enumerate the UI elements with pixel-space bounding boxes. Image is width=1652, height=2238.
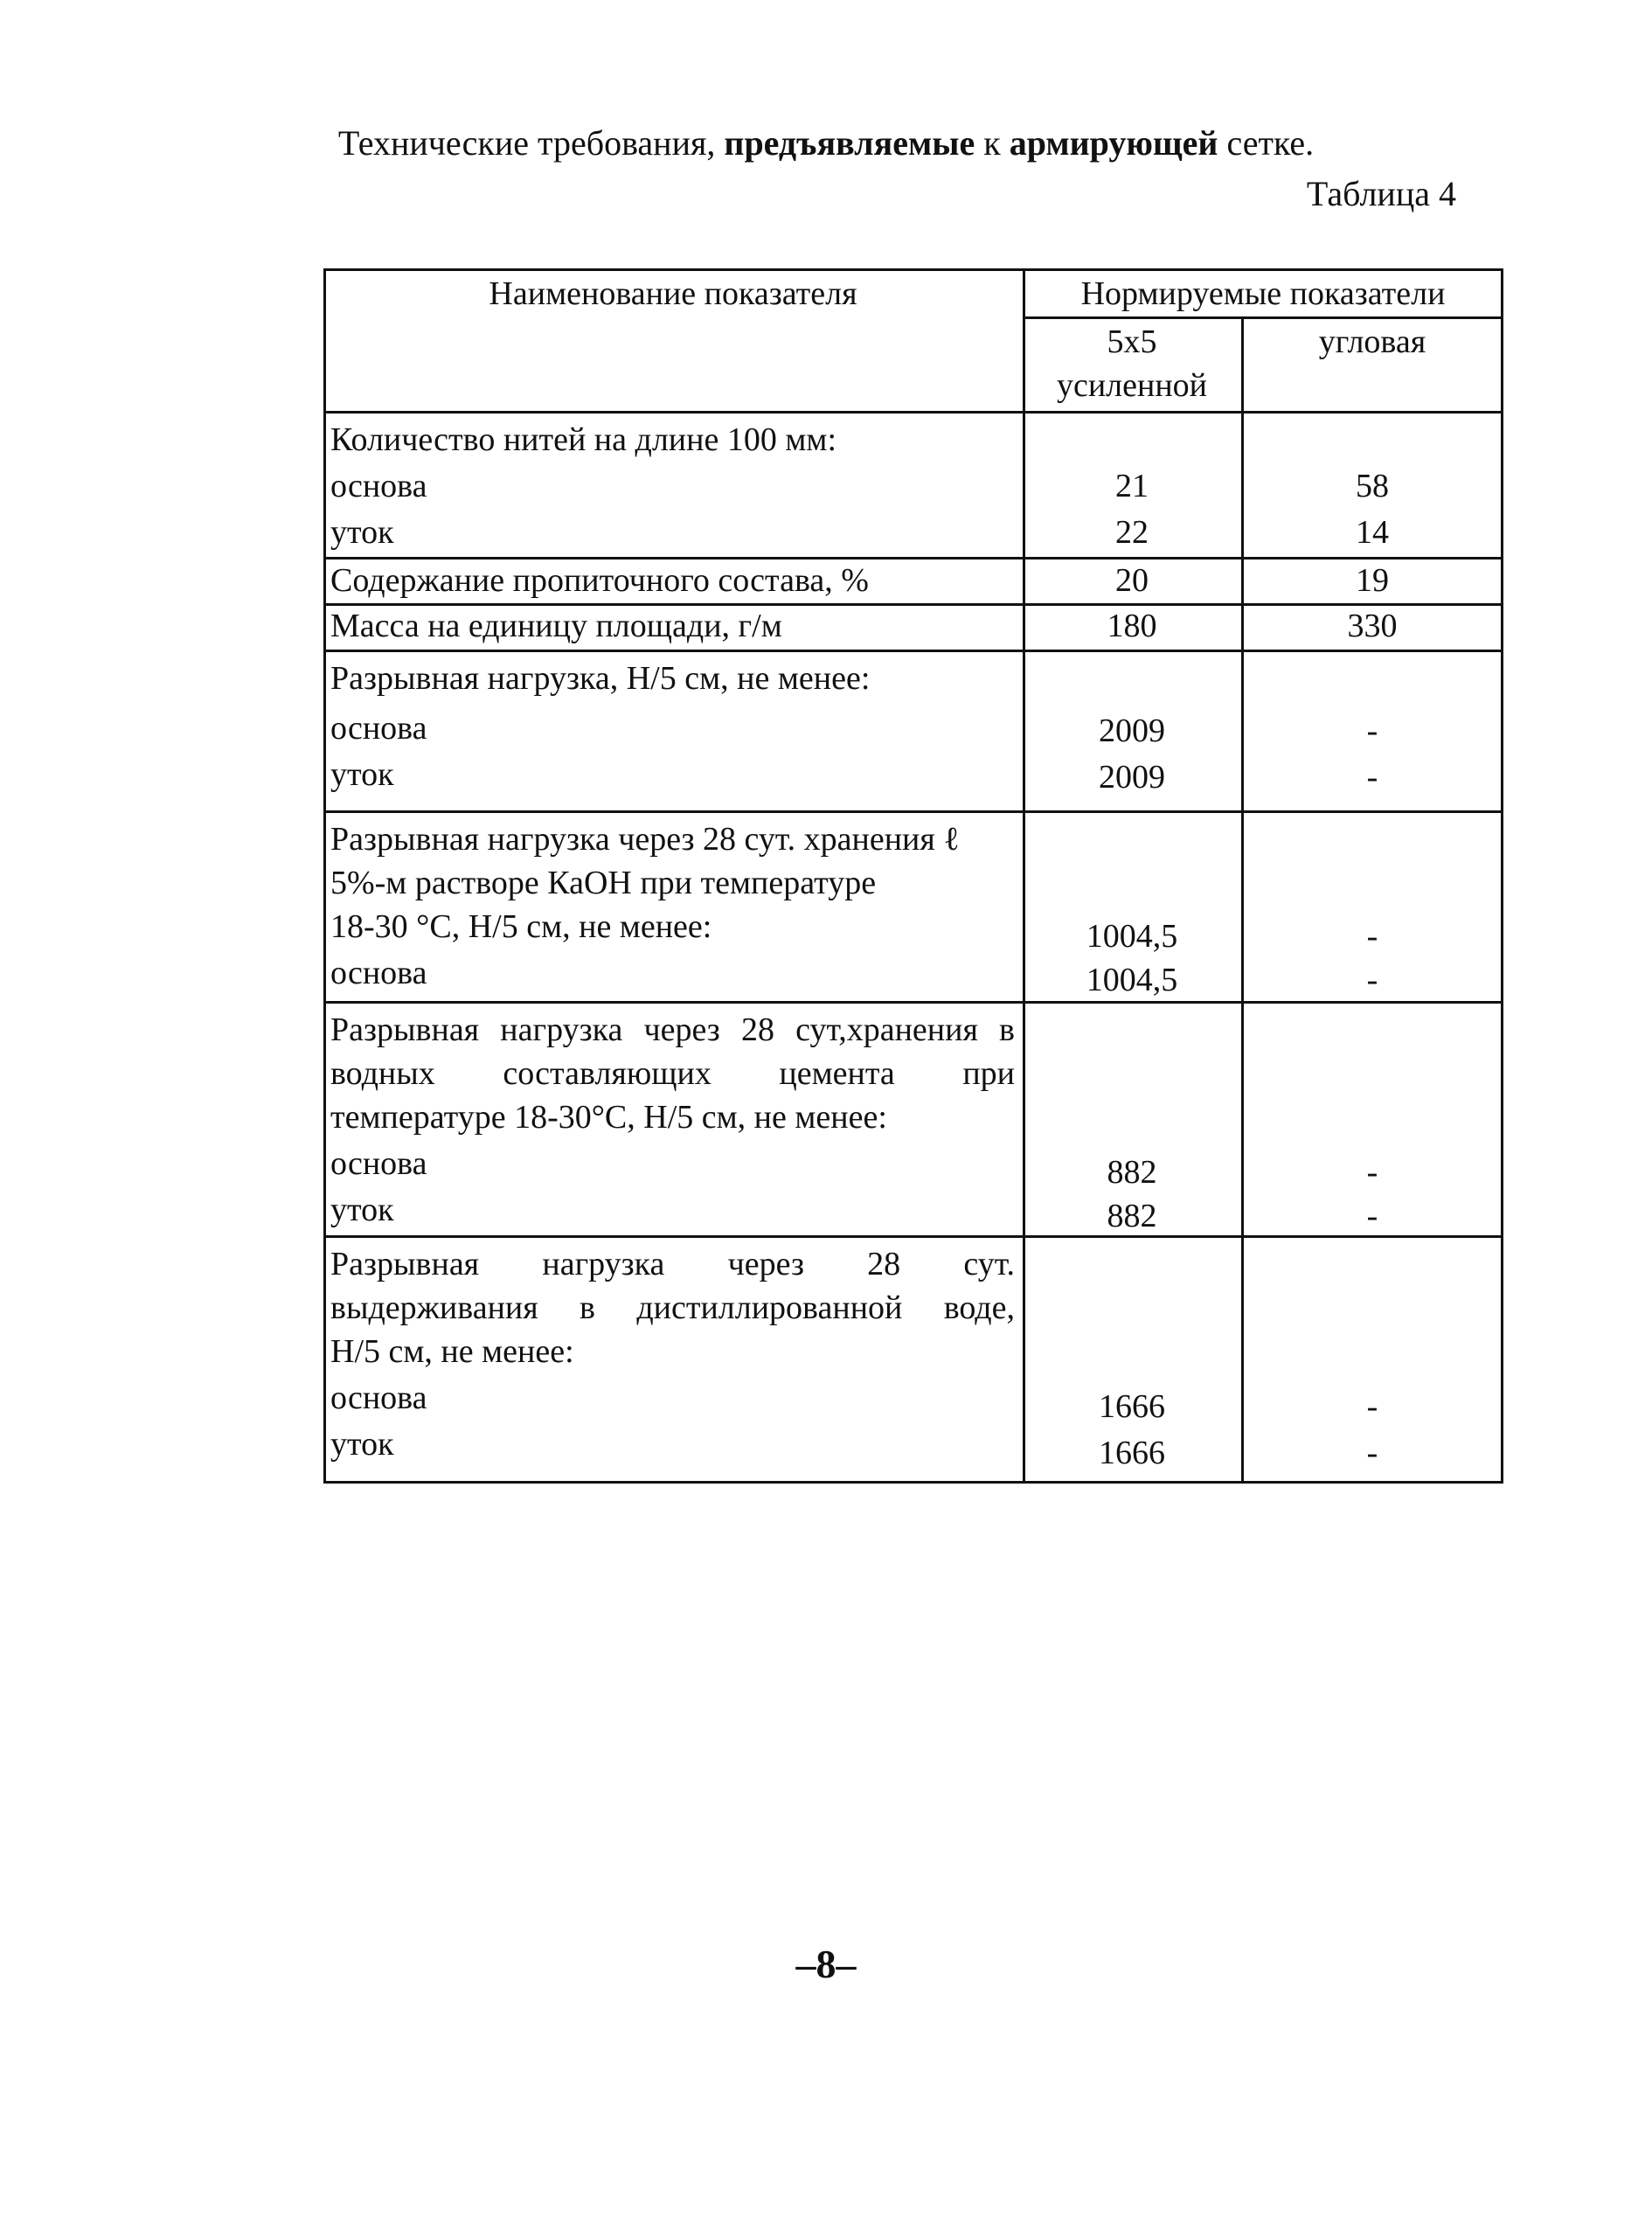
param-text: Разрывная нагрузка через 28 сут,хранения в <box>330 1011 1015 1048</box>
param-text: основа <box>330 1380 427 1416</box>
param-text: температуре 18-30°С, Н/5 см, не менее: <box>330 1099 887 1136</box>
value-corner: 19 <box>1356 562 1389 599</box>
param-text: Количество нитей на длине 100 мм: <box>330 421 836 458</box>
value-corner: - <box>1366 1388 1378 1425</box>
value-5x5: 1004,5 <box>1086 962 1178 998</box>
param-text: водных составляющих цемента при <box>330 1055 1015 1092</box>
value-5x5: 21 <box>1115 468 1149 504</box>
row-line <box>323 411 1503 414</box>
page-number: –8– <box>795 1942 857 1986</box>
value-corner: - <box>1366 1198 1378 1234</box>
param-text: Разрывная нагрузка, Н/5 см, не менее: <box>330 660 871 697</box>
header-name: Наименование показателя <box>489 275 857 312</box>
param-text: 18-30 °С, Н/5 см, не менее: <box>330 908 712 945</box>
param-text: выдерживания в дистиллированной воде, <box>330 1289 1015 1326</box>
param-text: 5%-м растворе КаОН при температуре <box>330 865 877 901</box>
table-border <box>323 268 326 1484</box>
param-text: уток <box>330 1426 394 1463</box>
value-5x5: 1004,5 <box>1086 918 1178 955</box>
header-col2: угловая <box>1318 323 1426 360</box>
value-5x5: 2009 <box>1099 759 1165 796</box>
param-text: основа <box>330 468 427 504</box>
value-corner: - <box>1366 918 1378 955</box>
param-text: уток <box>330 514 394 551</box>
title-part: к <box>975 123 1010 163</box>
param-text: основа <box>330 955 427 991</box>
param-text: уток <box>330 756 394 793</box>
header-col1: 5x5 <box>1107 323 1157 360</box>
value-5x5: 2009 <box>1099 712 1165 749</box>
param-text: основа <box>330 1145 427 1182</box>
value-corner: 330 <box>1347 608 1398 644</box>
value-corner: - <box>1366 1154 1378 1191</box>
param-text: Масса на единицу площади, г/м <box>330 608 782 644</box>
value-corner: 14 <box>1356 514 1389 551</box>
document-title <box>0 122 1652 163</box>
value-5x5: 20 <box>1115 562 1149 599</box>
value-corner: 58 <box>1356 468 1389 504</box>
param-text: Содержание пропиточного состава, % <box>330 562 869 599</box>
value-5x5: 882 <box>1107 1198 1157 1234</box>
value-corner: - <box>1366 759 1378 796</box>
title-part: армирующей <box>1009 123 1218 163</box>
table-border <box>323 1481 1503 1484</box>
title-part: Технические требования, <box>337 123 725 163</box>
column-line <box>1023 268 1025 1484</box>
param-text: Н/5 см, не менее: <box>330 1333 574 1370</box>
requirements-table <box>323 268 1503 1484</box>
row-line <box>323 650 1503 652</box>
param-text: Разрывная нагрузка через 28 сут. хранения ℓ <box>330 821 960 858</box>
param-text: Разрывная нагрузка через 28 сут. <box>330 1246 1015 1282</box>
title-part: предъявляемые <box>724 123 975 163</box>
title-part: сетке. <box>1218 123 1315 163</box>
value-5x5: 1666 <box>1099 1435 1165 1471</box>
param-text: уток <box>330 1192 394 1228</box>
value-5x5: 1666 <box>1099 1388 1165 1425</box>
value-5x5: 180 <box>1107 608 1157 644</box>
value-5x5: 22 <box>1115 514 1149 551</box>
param-text: основа <box>330 710 427 747</box>
value-5x5: 882 <box>1107 1154 1157 1191</box>
value-corner: - <box>1366 712 1378 749</box>
table-border <box>1501 268 1503 1484</box>
row-line <box>323 810 1503 813</box>
table-number: Таблица 4 <box>1306 174 1456 213</box>
value-corner: - <box>1366 1435 1378 1471</box>
header-normed: Нормируемые показатели <box>1080 275 1446 312</box>
header-col1: усиленной <box>1056 367 1208 404</box>
value-corner: - <box>1366 962 1378 998</box>
